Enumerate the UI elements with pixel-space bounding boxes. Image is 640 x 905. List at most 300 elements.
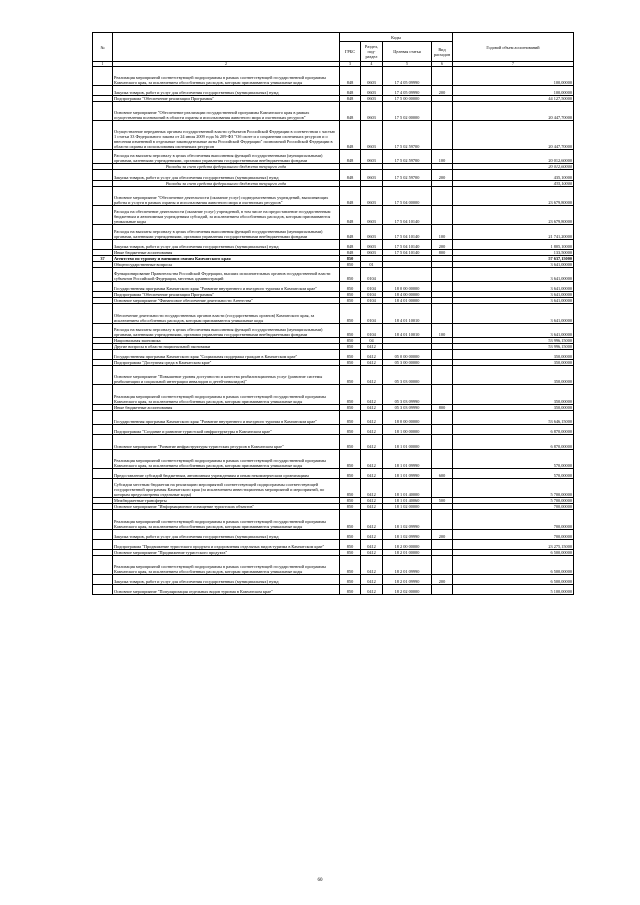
row-number-cell [93,450,113,469]
table-row [93,350,574,360]
column-number: 4 [361,62,383,67]
row-name-cell: Расходы за счет средств федерального бюджета текущего года [113,180,340,186]
razdel-cell: 0412 [361,350,383,360]
expense-type-cell [432,186,453,205]
razdel-cell: 0412 [361,425,383,435]
row-number-cell [93,385,113,404]
expense-type-cell: 100 [432,323,453,338]
razdel-cell: 0603 [361,96,383,102]
grbs-cell: 848 [340,67,361,86]
row-number-cell [93,435,113,450]
page-number: 60 [317,878,323,883]
razdel-cell: 0104 [361,282,383,292]
row-number-cell [93,67,113,86]
amount-cell: 23 679,80000 [453,205,574,224]
row-number-cell [93,410,113,425]
amount-cell: 3 641,00000 [453,292,574,298]
razdel-cell: 0603 [361,121,383,149]
table-row [93,282,574,292]
grbs-cell: 848 [340,102,361,121]
table-row [93,186,574,205]
row-name-cell: Основное мероприятие "Информационное оснащение туристских объектов" [113,504,340,510]
razdel-cell: 0603 [361,224,383,239]
razdel-cell: 0412 [361,510,383,529]
row-number-cell [93,555,113,574]
row-name-cell: Национальная экономика [113,338,340,344]
header-name [113,33,340,62]
row-name-cell: Основное мероприятие "Продвижение туристского продукта" [113,549,340,555]
amount-cell: 6 870,00000 [453,425,574,435]
expense-type-cell [432,435,453,450]
target-article-cell: 18 2 02 00000 [383,585,432,595]
table-row [93,102,574,121]
amount-cell: 20 012,60000 [453,149,574,164]
row-number-cell [93,350,113,360]
table-row [93,435,574,450]
razdel-cell: 0104 [361,323,383,338]
target-article-cell: 17 5 04 10140 [383,249,432,255]
row-number-cell [93,224,113,239]
row-name-cell: Закупка товаров, работ и услуг для обеспечения государственных (муниципальных) нужд [113,170,340,180]
razdel-cell: 0412 [361,450,383,469]
row-name-cell: Осуществление переданных органам государственной власти субъектов Российской Федерации в соответствии с частью 1 статьи 33 Федерального закона от 24 июля 2009 года № 209-ФЗ "Об охоте и о сохранении охотничьих ресурсов и о внесении изменений в отдельные законодательные акты Российской Федерации" полномочий Российской Федерации в области охраны и использования охотничьих ресурсов [113,121,340,149]
expense-type-cell: 200 [432,170,453,180]
grbs-cell: 850 [340,410,361,425]
expense-type-cell: 200 [432,86,453,96]
grbs-cell: 850 [340,450,361,469]
row-number-cell [93,323,113,338]
row-number-cell [93,102,113,121]
row-number-cell [93,539,113,549]
amount-cell: 20 012,60000 [453,164,574,170]
target-article-cell: 05 0 00 00000 [383,350,432,360]
amount-cell: 20 447,70000 [453,102,574,121]
grbs-cell: 850 [340,304,361,323]
row-number-cell: 37 [93,255,113,261]
grbs-cell: 850 [340,575,361,585]
amount-cell: 350,00000 [453,350,574,360]
row-number-cell [93,575,113,585]
target-article-cell: 18 1 01 09990 [383,450,432,469]
amount-cell: 100,00000 [453,86,574,96]
razdel-cell: 0412 [361,585,383,595]
header-grbs: ГРБС [340,42,361,62]
row-name-cell: Реализация мероприятий соответствующей подпрограммы в рамках соответствующей государственной программы Камчатского края, за исключением обособленных расходов, которым присваиваются уникальные коды [113,555,340,574]
expense-type-cell: 200 [432,575,453,585]
amount-cell: 570,00000 [453,469,574,479]
amount-cell: 3 641,00000 [453,323,574,338]
row-number-cell [93,469,113,479]
column-number: 6 [432,62,453,67]
expense-type-cell: 100 [432,224,453,239]
table-row [93,479,574,498]
grbs-cell: 850 [340,298,361,304]
razdel-cell: 0412 [361,366,383,385]
row-number-cell [93,121,113,149]
row-number-cell [93,186,113,205]
header-cs: Целевая статья [383,42,432,62]
row-number-cell [93,205,113,224]
table-row [93,585,574,595]
expense-type-cell: 100 [432,149,453,164]
grbs-cell: 850 [340,366,361,385]
expense-type-cell [432,479,453,498]
table-row [93,67,574,86]
row-name-cell: Государственная программа Камчатского края "Социальная поддержка граждан в Камчатском крае" [113,350,340,360]
column-number: 2 [113,62,340,67]
target-article-cell [383,267,432,282]
row-number-cell [93,479,113,498]
budget-table [92,32,574,595]
razdel-cell: 0104 [361,298,383,304]
row-number-cell [93,510,113,529]
grbs-cell: 848 [340,249,361,255]
row-number-cell [93,425,113,435]
row-number-cell [93,282,113,292]
header-razdel: Раздел, под- раздел [361,42,383,62]
amount-cell: 3 641,00000 [453,304,574,323]
razdel-cell: 0412 [361,404,383,410]
expense-type-cell [432,267,453,282]
row-name-cell: Основное мероприятие "Обеспечение реализации государственной программы Камчатского края в рамках осуществления полномочий в области охраны и использования животного мира и охотничьих ресурсов" [113,102,340,121]
amount-cell: 350,00000 [453,404,574,410]
target-article-cell: 17 5 02 59700 [383,149,432,164]
table-row [93,555,574,574]
row-name-cell: Реализация мероприятий соответствующей подпрограммы в рамках соответствующей государственной программы Камчатского края, за исключением обособленных расходов, которым присваиваются уникальные коды [113,67,340,86]
razdel-cell: 0603 [361,239,383,249]
amount-cell: 6 870,00000 [453,435,574,450]
expense-type-cell [432,67,453,86]
row-number-cell [93,149,113,164]
expense-type-cell: 800 [432,404,453,410]
amount-cell: 5 100,00000 [453,585,574,595]
row-name-cell: Основное мероприятие "Финансовое обеспечение деятельности Агентства" [113,298,340,304]
row-name-cell: Государственная программа Камчатского края "Развитие внутреннего и въездного туризма в Камчатском крае" [113,282,340,292]
row-name-cell: Субсидии местным бюджетам на реализацию мероприятий соответствующей подпрограммы соответствующей государственной программы Камчатского края (за исключением инвестиционных мероприятий и мероприятий, по которым предусмотрены отдельные коды) [113,479,340,498]
target-article-cell: 18 1 02 09990 [383,529,432,539]
row-name-cell: Реализация мероприятий соответствующей подпрограммы в рамках соответствующей государственной программы Камчатского края, за исключением обособленных расходов, которым присваиваются уникальные коды [113,385,340,404]
row-number-cell [93,366,113,385]
table-row [93,410,574,425]
row-name-cell: Другие вопросы в области национальной экономики [113,344,340,350]
expense-type-cell [432,539,453,549]
razdel-cell: 01 [361,261,383,267]
amount-cell: 350,00000 [453,366,574,385]
grbs-cell: 848 [340,96,361,102]
grbs-cell: 850 [340,549,361,555]
amount-cell: 435,10000 [453,170,574,180]
target-article-cell: 18 1 01 00000 [383,435,432,450]
grbs-cell: 850 [340,425,361,435]
razdel-cell: 0104 [361,267,383,282]
target-article-cell: 18 1 00 00000 [383,425,432,435]
amount-cell: 53 996,15000 [453,338,574,344]
amount-cell: 6 500,00000 [453,575,574,585]
target-article-cell: 18 0 00 00000 [383,410,432,425]
table-row [93,86,574,96]
grbs-cell: 850 [340,282,361,292]
expense-type-cell [432,102,453,121]
table-row [93,239,574,249]
row-name-cell: Иные бюджетные ассигнования [113,249,340,255]
row-name-cell: Расходы на обеспечение деятельности (оказание услуг) учреждений, в том числе на предоставление государственным бюджетным и автономным учреждениям субсидий, за исключением обособленных расходов, которым присваиваются уникальные коды [113,205,340,224]
grbs-cell: 850 [340,504,361,510]
target-article-cell: 18 2 01 09990 [383,575,432,585]
amount-cell: 5 700,00000 [453,498,574,504]
table-row [93,529,574,539]
row-name-cell: Подпрограмма "Доступная среда в Камчатском крае" [113,360,340,366]
row-name-cell: Реализация мероприятий соответствующей подпрограммы в рамках соответствующей государственной программы Камчатского края, за исключением обособленных расходов, которым присваиваются уникальные коды [113,510,340,529]
grbs-cell: 850 [340,360,361,366]
row-name-cell: Закупка товаров, работ и услуг для обеспечения государственных (муниципальных) нужд [113,529,340,539]
grbs-cell: 848 [340,239,361,249]
amount-cell: 3 641,00000 [453,261,574,267]
razdel-cell: 0412 [361,498,383,504]
table-row [93,385,574,404]
amount-cell: 435,10000 [453,180,574,186]
target-article-cell: 18 1 01 09990 [383,469,432,479]
row-name-cell: Основное мероприятие "Развитие инфраструктуры туристских ресурсов в Камчатском крае" [113,435,340,450]
amount-cell: 23 679,80000 [453,186,574,205]
row-name-cell: Основное мероприятие "Популяризация отдельных видов туризма в Камчатском крае" [113,585,340,595]
target-article-cell: 18 2 00 00000 [383,539,432,549]
row-name-cell: Функционирование Правительства Российской Федерации, высших исполнительных органов государственной власти субъектов Российской Федерации, местных администраций [113,267,340,282]
row-name-cell: Агентство по туризму и внешним связям Камчатского края [113,255,340,261]
grbs-cell: 850 [340,344,361,350]
grbs-cell: 850 [340,585,361,595]
table-row [93,224,574,239]
row-name-cell: Обеспечение деятельности государственных органов власти (государственных органов) Камчатского края, за исключением обособленных расходов, которым присваиваются уникальные коды [113,304,340,323]
row-number-cell [93,529,113,539]
razdel-cell: 0603 [361,205,383,224]
expense-type-cell: 600 [432,469,453,479]
target-article-cell: 17 5 02 59700 [383,170,432,180]
row-name-cell: Иные бюджетные ассигнования [113,404,340,410]
target-article-cell: 18 0 00 00000 [383,282,432,292]
expense-type-cell [432,510,453,529]
expense-type-cell [432,450,453,469]
target-article-cell: 18 1 01 40000 [383,479,432,498]
razdel-cell: 0412 [361,410,383,425]
expense-type-cell [432,555,453,574]
header-no: № [93,33,113,62]
razdel-cell: 0412 [361,360,383,366]
expense-type-cell [432,366,453,385]
target-article-cell: 18 4 01 10010 [383,304,432,323]
expense-type-cell [432,410,453,425]
expense-type-cell: 500 [432,498,453,504]
grbs-cell: 848 [340,205,361,224]
expense-type-cell: 800 [432,249,453,255]
razdel-cell: 0603 [361,149,383,164]
grbs-cell: 850 [340,404,361,410]
table-row [93,121,574,149]
target-article-cell: 17 4 05 09990 [383,67,432,86]
expense-type-cell [432,385,453,404]
table-row [93,510,574,529]
target-article-cell: 18 2 01 00000 [383,549,432,555]
razdel-cell: 0412 [361,539,383,549]
amount-cell: 57 637,15000 [453,255,574,261]
amount-cell: 20 447,70000 [453,121,574,149]
target-article-cell: 17 5 00 00000 [383,96,432,102]
amount-cell: 3 641,00000 [453,282,574,292]
row-name-cell: Предоставление субсидий бюджетным, автономным учреждениям и иным некоммерческим организациям [113,469,340,479]
target-article-cell: 17 5 04 10140 [383,224,432,239]
row-number-cell [93,585,113,595]
amount-cell: 700,00000 [453,504,574,510]
razdel-cell: 0603 [361,249,383,255]
amount-cell: 5 700,00000 [453,479,574,498]
table-row [93,205,574,224]
target-article-cell: 18 4 00 00000 [383,292,432,298]
amount-cell: 53 646,15000 [453,410,574,425]
target-article-cell: 18 1 02 00000 [383,504,432,510]
grbs-cell: 850 [340,498,361,504]
header-vr: Вид расходов [432,42,453,62]
grbs-cell: 848 [340,170,361,180]
razdel-cell: 0412 [361,385,383,404]
amount-cell: 3 641,00000 [453,267,574,282]
razdel-cell: 0412 [361,529,383,539]
row-name-cell: Расходы за счет средств федерального бюджета текущего года [113,164,340,170]
grbs-cell: 850 [340,435,361,450]
grbs-cell: 850 [340,555,361,574]
row-number-cell [93,304,113,323]
amount-cell: 350,00000 [453,360,574,366]
expense-type-cell [432,585,453,595]
amount-cell: 700,00000 [453,510,574,529]
header-codes: Коды [340,33,453,42]
razdel-cell: 0412 [361,344,383,350]
row-name-cell: Расходы на выплаты персоналу в целях обеспечения выполнения функций государственными (муниципальными) органами, казенными учреждениями, органами управления государственными внебюджетными фондами [113,224,340,239]
razdel-cell: 0603 [361,170,383,180]
row-number-cell [93,86,113,96]
expense-type-cell [432,282,453,292]
grbs-cell: 850 [340,469,361,479]
row-name-cell: Подпрограмма "Продвижение туристского продукта и оздоровления отдельных видов туризма в Камчатском крае" [113,539,340,549]
amount-cell: 23 275,15000 [453,539,574,549]
row-name-cell: Подпрограмма "Создание и развитие туристской инфраструктуры в Камчатском крае" [113,425,340,435]
target-article-cell: 18 1 02 09990 [383,510,432,529]
target-article-cell: 18 1 01 40060 [383,498,432,504]
amount-cell: 44 127,50000 [453,96,574,102]
razdel-cell: 0412 [361,555,383,574]
grbs-cell: 848 [340,86,361,96]
grbs-cell: 850 [340,350,361,360]
row-name-cell: Государственная программа Камчатского края "Развитие внутреннего и въездного туризма в Камчатском крае" [113,410,340,425]
column-number: 5 [383,62,432,67]
row-name-cell: Закупка товаров, работ и услуг для обеспечения государственных (муниципальных) нужд [113,575,340,585]
expense-type-cell [432,425,453,435]
column-number: 1 [93,62,113,67]
target-article-cell: 18 4 01 10010 [383,323,432,338]
row-name-cell: Основное мероприятие "Повышение уровня доступности и качества реабилитационных услуг (развитие системы реабилитации и социальной интеграции инвалидов и детей-инвалидов)" [113,366,340,385]
grbs-cell: 848 [340,121,361,149]
amount-cell: 350,00000 [453,385,574,404]
amount-cell: 133,50000 [453,249,574,255]
razdel-cell: 0603 [361,186,383,205]
row-number-cell [93,267,113,282]
table-row [93,149,574,164]
table-row [93,267,574,282]
expense-type-cell: 200 [432,239,453,249]
table-body [93,67,574,595]
razdel-cell: 0104 [361,304,383,323]
amount-cell: 21 741,20000 [453,224,574,239]
expense-type-cell [432,350,453,360]
table-row [93,304,574,323]
target-article-cell: 17 5 04 10140 [383,239,432,249]
razdel-cell: 0603 [361,86,383,96]
table-row [93,450,574,469]
grbs-cell: 848 [340,149,361,164]
row-name-cell: Подпрограмма "Обеспечение реализации Программы" [113,292,340,298]
target-article-cell: 18 4 01 00000 [383,298,432,304]
grbs-cell: 850 [340,323,361,338]
row-name-cell: Подпрограмма "Обеспечение реализации Программы" [113,96,340,102]
amount-cell: 6 500,00000 [453,555,574,574]
row-name-cell: Закупка товаров, работ и услуг для обеспечения государственных (муниципальных) нужд [113,239,340,249]
target-article-cell: 05 3 03 09990 [383,404,432,410]
amount-cell: 570,00000 [453,450,574,469]
grbs-cell: 850 [340,267,361,282]
razdel-cell: 0412 [361,504,383,510]
expense-type-cell [432,121,453,149]
amount-cell: 3 641,00000 [453,298,574,304]
expense-type-cell [432,304,453,323]
target-article-cell: 05 3 03 09990 [383,385,432,404]
grbs-cell: 850 [340,292,361,298]
target-article-cell: 05 3 00 00000 [383,360,432,366]
row-name-cell: Межбюджетные трансферты [113,498,340,504]
row-number-cell [93,239,113,249]
grbs-cell: 850 [340,385,361,404]
target-article-cell: 17 5 02 59700 [383,121,432,149]
grbs-cell: 850 [340,261,361,267]
razdel-cell: 0412 [361,549,383,555]
header-sum: Годовой объем ассигнований [453,33,574,62]
grbs-cell: 850 [340,510,361,529]
grbs-cell: 850 [340,539,361,549]
table-row [93,539,574,549]
grbs-cell: 848 [340,186,361,205]
target-article-cell: 17 4 05 09990 [383,86,432,96]
razdel-cell: 0412 [361,469,383,479]
grbs-cell: 848 [340,224,361,239]
table-row [93,469,574,479]
razdel-cell: 0412 [361,575,383,585]
grbs-cell: 850 [340,479,361,498]
grbs-cell: 850 [340,529,361,539]
amount-cell: 700,00000 [453,529,574,539]
amount-cell: 53 996,15000 [453,344,574,350]
expense-type-cell: 200 [432,529,453,539]
razdel-cell: 0603 [361,102,383,121]
razdel-cell: 0104 [361,292,383,298]
target-article-cell: 17 5 04 00000 [383,186,432,205]
table-row [93,575,574,585]
column-number: 3 [340,62,361,67]
row-number-cell [93,170,113,180]
razdel-cell: 0603 [361,67,383,86]
table-row [93,323,574,338]
row-name-cell: Закупка товаров, работ и услуг для обеспечения государственных (муниципальных) нужд [113,86,340,96]
expense-type-cell [432,205,453,224]
table-row [93,170,574,180]
target-article-cell: 17 5 02 00000 [383,102,432,121]
target-article-cell: 05 3 03 00000 [383,366,432,385]
